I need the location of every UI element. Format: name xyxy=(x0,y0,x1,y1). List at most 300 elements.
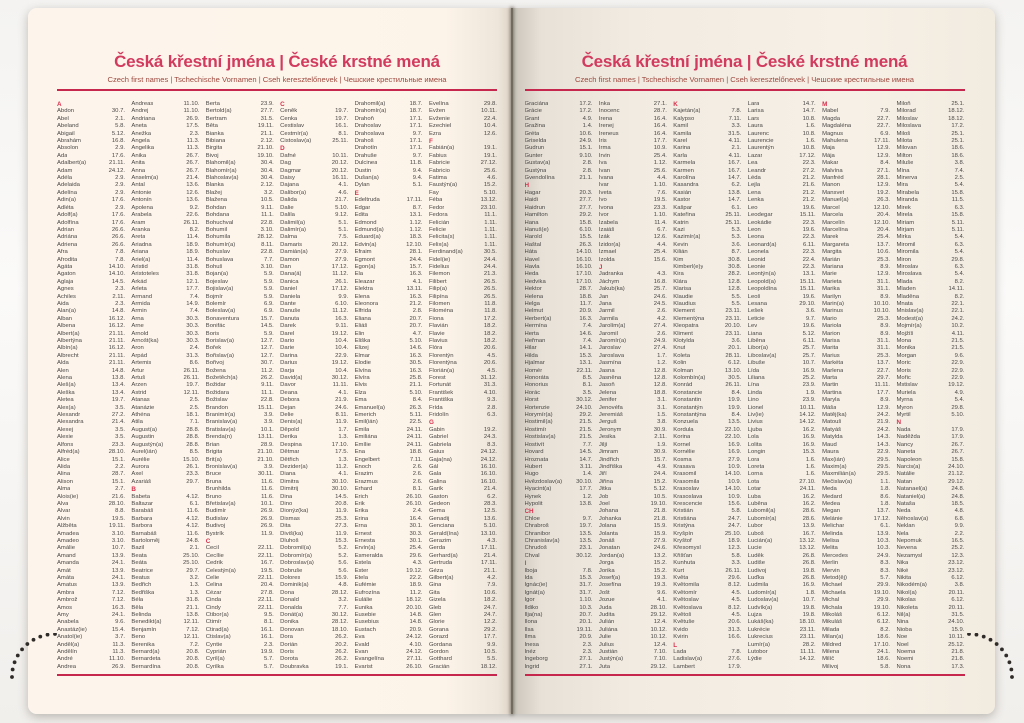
name-day-row: Helga 11.7. xyxy=(524,300,593,307)
name-day-row: Engelbert 7.11. xyxy=(354,456,423,463)
name-day-row: Bohdan 9.11. xyxy=(205,204,274,211)
name-day-row: Mirek 6.3. xyxy=(896,204,965,211)
name-day-row: Ezechiel 10.4. xyxy=(428,123,497,130)
name-day-row: Eustach 20.9. xyxy=(354,626,423,633)
name-day-row: Noemi 21.8. xyxy=(896,656,965,663)
name-day-row: Gleb 24.7. xyxy=(428,604,497,611)
name-day-row: Mariola 8.9. xyxy=(822,323,891,330)
name-day-row: Kalypso 7.11. xyxy=(673,115,742,122)
name-day-row: Hamilton 29.2. xyxy=(524,212,593,219)
name-day-row: Bojeslav 5.9. xyxy=(205,278,274,285)
names-table xyxy=(525,101,965,672)
name-day-row: Kasián 13.8. xyxy=(673,189,742,196)
name-day-row: Chval 30.12. xyxy=(524,552,593,559)
name-day-row: Korina 22.10. xyxy=(673,434,742,441)
name-day-row: Erhard 8.1. xyxy=(354,486,423,493)
name-day-row: Abigail 5.12. xyxy=(57,130,125,137)
name-day-row: Dalimil(a) 5.1. xyxy=(280,219,349,226)
name-day-row: Baltazar 6.1. xyxy=(131,500,200,507)
name-day-row: Gražina 1.4. xyxy=(524,123,593,130)
name-day-row: Běla 21.1. xyxy=(131,604,200,611)
name-day-row: Nil(a) 31.5. xyxy=(896,612,965,619)
name-day-row: Dalimír(a) 5.1. xyxy=(280,226,349,233)
letter-header: E xyxy=(354,189,359,197)
name-day-row: Michala 19.10. xyxy=(822,604,891,611)
name-day-row: Aleš(a) 13.4. xyxy=(57,382,125,389)
name-day-row: Barabáš 11.6. xyxy=(131,508,200,515)
name-day-row: Budivoj 26.9. xyxy=(205,523,274,530)
name-day-row: Minerva 2.5. xyxy=(896,175,965,182)
name-day-row: Drahomil(a) 18.7. xyxy=(354,101,423,107)
name-day-row: Krescencie 15.6. xyxy=(673,500,742,507)
name-day-row: Fidel(ie) 24.4. xyxy=(428,256,497,263)
name-day-row: Ludvík(a) 19.8. xyxy=(747,604,816,611)
name-day-row: Izák 12.6. xyxy=(598,234,667,241)
name-day-row: Hortenzie 24.10. xyxy=(524,404,593,411)
name-day-row: Amadea 3.10. xyxy=(57,530,125,537)
name-day-row: Jorika 15.2. xyxy=(598,567,667,574)
name-day-row: Adelaida 2.9. xyxy=(57,182,125,189)
name-day-row: Edeltruda 17.11. xyxy=(354,197,423,204)
name-day-row: Kateřina 25.11. xyxy=(673,212,742,219)
name-day-row: Katrin 25.11. xyxy=(673,219,742,226)
name-day-row: Evangelína 27.11. xyxy=(354,656,423,663)
name-day-row: Nikolas 6.12. xyxy=(896,597,965,604)
name-day-row: Kajetán(a) 7.8. xyxy=(673,108,742,115)
names-column xyxy=(206,101,274,672)
name-day-row: Gaston 6.2. xyxy=(428,493,497,500)
name-day-row: Andreas 11.10. xyxy=(131,101,200,107)
name-day-row: Athéna 18.1. xyxy=(131,412,200,419)
name-day-row: Dalie 5.10. xyxy=(280,204,349,211)
name-day-row: Cinda 22.11. xyxy=(205,597,274,604)
names-column xyxy=(822,101,890,672)
letter-header: G xyxy=(428,419,434,427)
name-day-row: Birgita 21.10. xyxy=(205,145,274,152)
name-day-row: Kliment 23.11. xyxy=(673,330,742,337)
name-day-row: Kamil 3.3. xyxy=(673,123,742,130)
name-day-row: Amanda 24.1. xyxy=(57,560,125,567)
name-day-row: Egmont 24.4. xyxy=(354,256,423,263)
name-day-row: Bibiana 2.12. xyxy=(205,138,274,145)
name-day-row: Ludiše 26.8. xyxy=(747,560,816,567)
name-day-row: Filibert 26.5. xyxy=(428,278,497,285)
name-day-row: Lýdie 14.12. xyxy=(747,656,816,663)
name-day-row: Lara 14.7. xyxy=(747,101,816,107)
name-day-row: Julie 10.12. xyxy=(598,634,667,641)
name-day-row: Lešek 3.6. xyxy=(747,308,816,315)
name-day-row: Dobroslav(a) 5.6. xyxy=(280,560,349,567)
name-day-row: Filip(a) 26.5. xyxy=(428,286,497,293)
name-day-row: Gunter 9.10. xyxy=(524,152,593,159)
name-day-row: Albrecht 21.11. xyxy=(57,352,125,359)
name-day-row: Kristýna 24.7. xyxy=(673,523,742,530)
name-day-row: Ena 18.8. xyxy=(354,449,423,456)
name-day-row: Leodegar 15.11. xyxy=(747,212,816,219)
name-day-row: Juta 29.12. xyxy=(598,663,667,670)
name-day-row: Diviš(ka) 11.9. xyxy=(280,530,349,537)
name-day-row: Dajana 4.1. xyxy=(280,182,349,189)
name-day-row: Debora 21.9. xyxy=(280,397,349,404)
name-day-row: Jonatan 24.6. xyxy=(598,545,667,552)
name-day-row: Leticie 9.7. xyxy=(747,315,816,322)
name-day-row: Felicián 1.11. xyxy=(428,219,497,226)
name-day-row: Danica 26.1. xyxy=(280,278,349,285)
name-day-row: Alda 21.11. xyxy=(57,360,125,367)
name-day-row: Ildiko 10.3. xyxy=(524,604,593,611)
name-day-row: Arzen 19.7. xyxy=(131,382,200,389)
name-day-row: Alice 15.1. xyxy=(57,456,125,463)
name-day-row: Čestislav 16.1. xyxy=(280,123,349,130)
name-day-row: Flavius 18.2. xyxy=(428,338,497,344)
name-day-row: Gracián 18.12. xyxy=(428,663,497,670)
name-day-row: Eulálie 18.12. xyxy=(354,597,423,604)
name-day-row: Ljuba 16.2. xyxy=(747,426,816,433)
letter-header: CH xyxy=(524,508,534,516)
name-day-row: Neklan 9.9. xyxy=(896,523,965,530)
name-day-row: Branislav(a) 3.9. xyxy=(205,419,274,426)
name-day-row: Bedřiška 1.3. xyxy=(131,589,200,596)
name-day-row: Doris 26.2. xyxy=(280,649,349,656)
name-day-row: Gerazim 4.3. xyxy=(428,537,497,544)
name-day-row: Areta 11.4. xyxy=(131,234,200,241)
name-day-row: Adléta 2.9. xyxy=(57,204,125,211)
name-day-row: Chranislav(a) 13.5. xyxy=(524,537,593,544)
name-day-row: Laurencie 1.6. xyxy=(747,138,816,145)
name-day-row: Miloslav 18.12. xyxy=(896,115,965,122)
name-day-row: Job 10.5. xyxy=(598,493,667,500)
name-day-row: Maxim(a) 29.5. xyxy=(822,463,891,470)
name-day-row: Nezamysl 12.3. xyxy=(896,552,965,559)
name-day-row: Alena 13.8. xyxy=(57,375,125,382)
name-day-row: Maud 14.3. xyxy=(822,441,891,448)
name-day-row: Maxmilián(a) 29.5. xyxy=(822,471,891,478)
name-day-row: Ireneus 16.4. xyxy=(598,130,667,137)
header-rule xyxy=(525,89,965,91)
name-day-row: Evan 24.12. xyxy=(354,649,423,656)
name-day-row: Ivor 1.10. xyxy=(598,212,667,219)
name-day-row: Cindy 22.11. xyxy=(205,604,274,611)
name-day-row: Mladěna 8.2. xyxy=(896,293,965,300)
name-day-row: Ela 16.3. xyxy=(354,271,423,278)
name-day-row: Morgan 9.6. xyxy=(896,352,965,359)
name-day-row: Čenka 19.7. xyxy=(280,115,349,122)
name-day-row: Jasna 12.8. xyxy=(598,367,667,374)
name-day-row: Myron 29.8. xyxy=(896,404,965,411)
name-day-row: Ernest 30.3. xyxy=(354,530,423,537)
name-day-row: Damon 27.9. xyxy=(280,256,349,263)
name-day-row: Bořivoj 30.7. xyxy=(205,360,274,367)
name-day-row: Irma 10.9. xyxy=(598,145,667,152)
names-column xyxy=(748,101,816,672)
name-day-row: Alvin 19.5. xyxy=(57,515,125,522)
name-day-row: Gabriel 24.3. xyxy=(428,434,497,441)
names-column xyxy=(599,101,667,672)
name-day-row: Angela 11.3. xyxy=(131,138,200,145)
name-day-row: Ariana 18.9. xyxy=(131,249,200,256)
name-day-row: Liběna 6.11. xyxy=(747,338,816,344)
name-day-row: Adalbert(a) 21.11. xyxy=(57,160,125,167)
name-day-row: Egon(a) 15.7. xyxy=(354,263,423,270)
name-day-row: Garik 21.4. xyxy=(428,486,497,493)
name-day-row: Brian 28.9. xyxy=(205,441,274,448)
name-day-row: Ctirad(a) 16.1. xyxy=(205,626,274,633)
name-day-row: Mojžíš 4.11. xyxy=(896,330,965,337)
name-day-row: Jasoň 12.8. xyxy=(598,382,667,389)
name-day-row: Danuše 11.12. xyxy=(280,308,349,315)
name-day-row: Havel 16.10. xyxy=(524,256,593,263)
name-day-row: Jasněna 12.8. xyxy=(598,375,667,382)
name-day-row: Krasava 10.9. xyxy=(673,463,742,470)
name-day-row: Liboslav(a) 25.7. xyxy=(747,352,816,359)
name-day-row: Dezider(a) 11.2. xyxy=(280,463,349,470)
name-day-row: Fridolín 6.3. xyxy=(428,412,497,419)
name-day-row: Jošt 9.6. xyxy=(598,589,667,596)
name-day-row: Martina 17.7. xyxy=(822,389,891,396)
name-day-row: Kastor 14.7. xyxy=(673,197,742,204)
name-day-row: Fabricie 27.12. xyxy=(428,160,497,167)
name-day-row: Kolin 6.12. xyxy=(673,360,742,367)
name-day-row: Ábel 2.1. xyxy=(57,115,125,122)
name-day-row: Jenovéfa 3.1. xyxy=(598,404,667,411)
name-day-row: Napoleon 15.8. xyxy=(896,456,965,463)
name-day-row: Magda 22.7. xyxy=(822,115,891,122)
name-day-row: Filemon 21.3. xyxy=(428,271,497,278)
name-day-row: Gvendolína 21.1. xyxy=(524,175,593,182)
name-day-row: Izolda 15.6. xyxy=(598,256,667,263)
name-day-row: Dobruše 5.6. xyxy=(280,567,349,574)
name-day-row: Kolombín(a) 30.5. xyxy=(673,375,742,382)
name-day-row: Astrid 12.11. xyxy=(131,389,200,396)
name-day-row: Lena 21.2. xyxy=(747,189,816,196)
name-day-row: Dan 17.12. xyxy=(280,263,349,270)
name-day-row: Bruno 11.6. xyxy=(205,493,274,500)
name-day-row: Karel 4.11. xyxy=(673,138,742,145)
name-day-row: Ambrož 7.12. xyxy=(57,597,125,604)
name-day-row: Loreta 1.6. xyxy=(747,463,816,470)
letter-header: L xyxy=(673,641,678,649)
name-day-row: Magnus 6.9. xyxy=(822,130,891,137)
name-day-row: Beata 25.10. xyxy=(131,552,200,559)
name-day-row: Miroslav 6.3. xyxy=(896,263,965,270)
name-day-row: Ivo 19.5. xyxy=(598,197,667,204)
name-day-row: Eleonora 21.2. xyxy=(354,300,423,307)
name-day-row: Aram 26.11. xyxy=(131,219,200,226)
page-left xyxy=(28,8,512,714)
name-day-row: Mario 25.3. xyxy=(822,315,891,322)
name-day-row: Heda 17.10. xyxy=(524,271,593,278)
name-day-row: Dimitra 30.10. xyxy=(280,478,349,485)
name-day-row: Ilma 20.9. xyxy=(524,634,593,641)
name-day-row: Lev 19.6. xyxy=(747,323,816,330)
name-day-row: Kvirin 16.6. xyxy=(673,634,742,641)
name-day-row: Achiles 2.11. xyxy=(57,293,125,300)
name-day-row: Krasoslava 10.9. xyxy=(673,493,742,500)
name-day-row: Niké 23.12. xyxy=(896,567,965,574)
name-day-row: Lotar 24.11. xyxy=(747,486,816,493)
name-day-row: Flóra 20.6. xyxy=(428,345,497,352)
name-day-row: Edita 13.1. xyxy=(354,212,423,219)
name-day-row: Mariana 8.9. xyxy=(822,263,891,270)
name-day-row: Fabricio 25.6. xyxy=(428,167,497,174)
name-day-row: Albert(a) 21.11. xyxy=(57,330,125,337)
name-day-row: Nioba 15.9. xyxy=(896,626,965,633)
name-day-row: Ludivoj 19.8. xyxy=(747,567,816,574)
name-day-row: Elvíra 25.8. xyxy=(354,375,423,382)
name-day-row: Mirjam 5.11. xyxy=(896,226,965,233)
name-day-row: Metod(ěj) 5.7. xyxy=(822,575,891,581)
name-day-row: Gustýna 2.8. xyxy=(524,167,593,174)
name-day-row: Afrodita 7.8. xyxy=(57,256,125,263)
name-day-row: Leonie 22.3. xyxy=(747,263,816,270)
name-day-row: Čeněk 19.7. xyxy=(280,108,349,115)
name-day-row: Leopoldína 15.11. xyxy=(747,286,816,293)
name-day-row: Artur 26.11. xyxy=(131,367,200,374)
name-day-row: Božidar 9.11. xyxy=(205,382,274,389)
name-day-row: Emanuel(a) 26.3. xyxy=(354,404,423,411)
name-day-row: Amy 24.1. xyxy=(57,612,125,619)
name-day-row: Kosma 27.9. xyxy=(673,456,742,463)
name-day-row: Malvína 27.1. xyxy=(822,167,891,174)
name-day-row: Lucie 13.12. xyxy=(747,545,816,552)
name-day-row: Bonifác 14.5. xyxy=(205,323,274,330)
name-day-row: Albertýna 21.11. xyxy=(57,338,125,344)
name-day-row: Lubor 13.9. xyxy=(747,523,816,530)
name-day-row: Dobromil(a) 5.2. xyxy=(280,545,349,552)
name-day-row: Ilona 20.1. xyxy=(524,619,593,626)
name-day-row: Konzuela 13.5. xyxy=(673,419,742,426)
name-day-row: Fatima 4.6. xyxy=(428,175,497,182)
name-day-row: Nina 24.10. xyxy=(896,619,965,626)
name-day-row: Marcela 20.4. xyxy=(822,212,891,219)
name-day-row: Homér 22.11. xyxy=(524,367,593,374)
name-day-row: Joel 19.10. xyxy=(598,500,667,507)
name-day-row: Chranibor 13.5. xyxy=(524,530,593,537)
name-day-row: Irena 16.4. xyxy=(598,115,667,122)
name-day-row: Josef(a) 19.3. xyxy=(598,575,667,581)
name-day-row: Jáchym 16.8. xyxy=(598,278,667,285)
name-day-row: Jana 24.5. xyxy=(598,300,667,307)
name-day-row: Armand 7.4. xyxy=(131,293,200,300)
name-day-row: Amatus 13.9. xyxy=(57,582,125,589)
name-day-row: Melichar 6.1. xyxy=(822,523,891,530)
name-day-row: Dylan 5.1. xyxy=(354,182,423,189)
name-day-row: Aurélie 15.10. xyxy=(131,456,200,463)
name-day-row: Lesana 29.10. xyxy=(747,300,816,307)
name-day-row: Fidelius 24.4. xyxy=(428,263,497,270)
name-day-row: Aglaja 14.5. xyxy=(57,278,125,285)
name-day-row: Jiří 24.4. xyxy=(598,471,667,478)
name-day-row: Křišťan 5.8. xyxy=(673,552,742,559)
letter-header: N xyxy=(896,419,902,427)
name-day-row: Dětřich 1.3. xyxy=(280,456,349,463)
name-day-row: Lars 10.8. xyxy=(747,115,816,122)
name-day-row: Aurora 26.1. xyxy=(131,463,200,470)
name-day-row: Haidi 27.7. xyxy=(524,197,593,204)
name-day-row: Gala 16.10. xyxy=(428,471,497,478)
name-day-row: Brit(a) 21.10. xyxy=(205,456,274,463)
name-day-row: Merlin 8.3. xyxy=(822,560,891,567)
name-day-row: Krasomila 10.9. xyxy=(673,478,742,485)
name-day-row: Laura 1.6. xyxy=(747,123,816,130)
letter-header: C xyxy=(205,537,211,545)
name-day-row: Cecílie 22.11. xyxy=(205,552,274,559)
name-day-row: Elektra 13.11. xyxy=(354,286,423,293)
name-day-row: Florentýn 4.5. xyxy=(428,352,497,359)
name-day-row: Gilbert(a) 4.2. xyxy=(428,575,497,581)
name-day-row: Máša 12.9. xyxy=(822,404,891,411)
name-day-row: Justián 7.10. xyxy=(598,649,667,656)
name-day-row: Cedrik 16.7. xyxy=(205,560,274,567)
name-day-row: Nataniel(a) 24.8. xyxy=(896,493,965,500)
name-day-row: Laurentýn 10.8. xyxy=(747,145,816,152)
name-day-row: Jerguš 3.8. xyxy=(598,419,667,426)
page-title: Česká křestní jména | České krstné mená xyxy=(581,52,908,71)
name-day-row: Aletea 19.7. xyxy=(57,397,125,404)
name-day-row: Derika 1.3. xyxy=(280,434,349,441)
name-day-row: Bohuš 3.10. xyxy=(205,263,274,270)
name-day-row: Michael 29.9. xyxy=(822,582,891,589)
name-day-row: Ladislav(a) 27.6. xyxy=(673,656,742,663)
letter-header: H xyxy=(524,182,530,190)
name-day-row: Alva 28.10. xyxy=(57,500,125,507)
name-day-row: Ludmila 16.9. xyxy=(747,582,816,589)
name-day-row: Hana 15.8. xyxy=(524,219,593,226)
name-day-row: Alida 2.2. xyxy=(57,463,125,470)
name-day-row: Luba 16.2. xyxy=(747,493,816,500)
name-day-row: Abdon 30.7. xyxy=(57,108,125,115)
name-day-row: Nancy 26.7. xyxy=(896,441,965,448)
name-day-row: Budimír 26.9. xyxy=(205,508,274,515)
name-day-row: Iva 1.12. xyxy=(598,160,667,167)
name-day-row: Blahomil(a) 30.4. xyxy=(205,160,274,167)
name-day-row: Konstantin 19.9. xyxy=(673,397,742,404)
name-day-row: Mira 5.4. xyxy=(896,182,965,189)
name-day-row: Nepomuk 16.5. xyxy=(896,537,965,544)
name-day-row: Atanázie 2.5. xyxy=(131,404,200,411)
name-day-row: Brunhilda 11.6. xyxy=(205,486,274,493)
name-day-row: Elvína 16.3. xyxy=(354,367,423,374)
name-day-row: Kurt 26.11. xyxy=(673,567,742,574)
name-day-row: Natanael(a) 24.8. xyxy=(896,486,965,493)
name-day-row: Emílie 24.11. xyxy=(354,441,423,448)
name-day-row: Milota 25.1. xyxy=(896,138,965,145)
name-day-row: Aneta 17.5. xyxy=(131,123,200,130)
name-day-row: Hroznata 14.7. xyxy=(524,456,593,463)
name-day-row: Moric 22.9. xyxy=(896,360,965,367)
name-day-row: Dimitrij 30.10. xyxy=(280,486,349,493)
name-day-row: Alžběta 19.11. xyxy=(57,523,125,530)
name-day-row: Kimberl(e)y 30.8. xyxy=(673,263,742,270)
name-day-row: Dona 28.12. xyxy=(280,589,349,596)
name-day-row: Hostimír 21.5. xyxy=(524,426,593,433)
name-day-row: Dorota 26.2. xyxy=(280,656,349,663)
name-day-row: Gotthard 5.5. xyxy=(428,656,497,663)
name-day-row: Hagar 20.3. xyxy=(524,189,593,196)
name-day-row: Květa 29.6. xyxy=(673,575,742,581)
name-day-row: Ctimír 8.1. xyxy=(205,619,274,626)
name-day-row: Jenifer 3.1. xyxy=(598,397,667,404)
name-day-row: Etela 22.2. xyxy=(354,575,423,581)
name-day-row: Amát 13.9. xyxy=(57,567,125,574)
names-table xyxy=(57,101,497,672)
name-day-row: Darina 22.9. xyxy=(280,352,349,359)
name-day-row: Květoslav 4.5. xyxy=(673,597,742,604)
name-day-row: Griselda 24.9. xyxy=(524,138,593,145)
name-day-row: Koleta 28.11. xyxy=(673,352,742,359)
name-day-row: Drahoslava 9.7. xyxy=(354,130,423,137)
name-day-row: Inéz 2.3. xyxy=(524,649,593,656)
